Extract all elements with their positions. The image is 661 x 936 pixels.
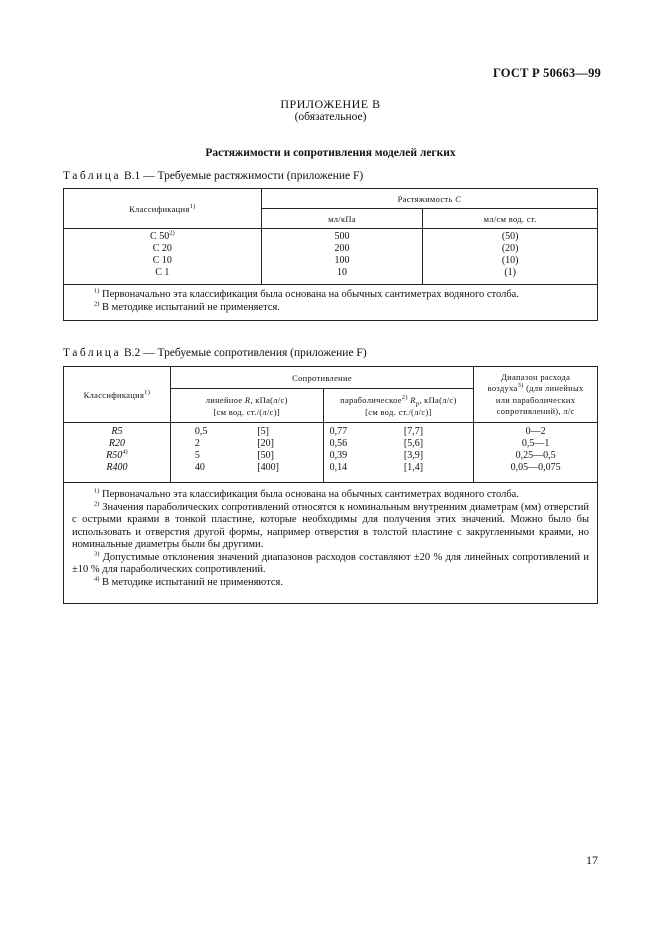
t2-header-flow-range: Диапазон расхода воздуха$^{3)}$ (для линейных или параболических сопротивлений), л/с <box>474 367 598 423</box>
footnote: $^{1)}$ Первоначально эта классификация была основана на обычных сантиметрах водяного столба. <box>94 287 519 300</box>
table-row: R400 <box>106 462 128 473</box>
t2-col-parabolic-cm: [7,7] [5,6] [3,9] [1,4] <box>398 423 474 483</box>
t1-col-cm: (50) (20) (10) (1) <box>423 229 598 285</box>
table-row: С 50$^{2)}$ <box>150 229 175 242</box>
table-row: R50$^{4)}$ <box>106 448 128 461</box>
table2-caption <box>63 347 367 359</box>
t2-header-classification: Классификация$^{1)}$ <box>64 367 171 423</box>
t2-col-linear-cm: [5] [20] [50] [400] <box>215 423 323 483</box>
compliance-table <box>63 188 598 321</box>
t2-header-resistance: Сопротивление <box>170 367 473 389</box>
t1-header-unit-cm: мл/см вод. ст. <box>423 209 598 229</box>
t2-col-parabolic: 0,77 0,56 0,39 0,14 <box>323 423 398 483</box>
page-number: 17 <box>586 853 598 867</box>
appendix-subtitle: (обязательное) <box>294 111 367 123</box>
t1-header-unit-kpa: мл/кПа <box>261 209 423 229</box>
t2-header-parabolic: параболическое$^{2)}$ $R_p$, кПа(л/с) [см вод. ст./(л/с)] <box>323 389 474 423</box>
table2-caption-text: В.2 — Требуемые сопротивления (приложение F) <box>123 347 367 359</box>
t1-header-compliance: Растяжимость С <box>261 189 597 209</box>
t1-col-kpa: 500 200 100 10 <box>261 229 423 285</box>
footnote: $^{2)}$ Значения параболических сопротивлений относятся к номинальным внутренним диаметрам (мм) отверстий с острыми краями в тонкой пластине, которые необходимы для получения этих значений. Можно было бы использовать и отверстия другой формы, например отверстия в толстой пластине с закругленными краями, но номинальные диаметры были бы другими. <box>72 500 589 550</box>
table1-caption-text: В.1 — Требуемые растяжимости (приложение F) <box>123 170 364 182</box>
t1-footnotes <box>64 285 598 321</box>
footnote: $^{3)}$ Допустимые отклонения значений диапазонов расходов составляют ±20 % для линейных сопротивлений и ±10 % для параболических сопротивлений. <box>72 550 589 575</box>
table2-caption-prefix: Таблица <box>63 347 122 359</box>
table-row: R5 <box>111 426 123 437</box>
table-row: С 10 <box>152 255 172 266</box>
table-row: С 20 <box>152 243 172 254</box>
footnote: $^{1)}$ Первоначально эта классификация была основана на обычных сантиметрах водяного столба. <box>94 487 519 500</box>
table-row: С 1 <box>155 267 170 278</box>
t2-col-linear: 0,5 2 5 40 <box>170 423 215 483</box>
footnote: $^{2)}$ В методике испытаний не применяется. <box>94 300 280 313</box>
t2-col-classification <box>64 423 171 483</box>
appendix-title: ПРИЛОЖЕНИЕ В <box>280 97 381 111</box>
resistance-table <box>63 366 598 604</box>
t2-header-linear: линейное R, кПа(л/с) [см вод. ст./(л/с)] <box>170 389 323 423</box>
t2-footnotes <box>64 483 598 604</box>
table1-caption <box>63 170 363 182</box>
t1-header-classification: Классификация$^{1)}$ <box>64 189 262 229</box>
footnote: $^{4)}$ В методике испытаний не применяются. <box>94 575 283 588</box>
t2-col-flow-range: 0—2 0,5—1 0,25—0,5 0,05—0,075 <box>474 423 598 483</box>
table1-caption-prefix: Таблица <box>63 170 122 182</box>
t1-col-classification <box>64 229 262 285</box>
table-row: R20 <box>108 438 125 449</box>
section-title: Растяжимости и сопротивления моделей легких <box>205 147 456 159</box>
document-code: ГОСТ Р 50663—99 <box>492 66 601 80</box>
